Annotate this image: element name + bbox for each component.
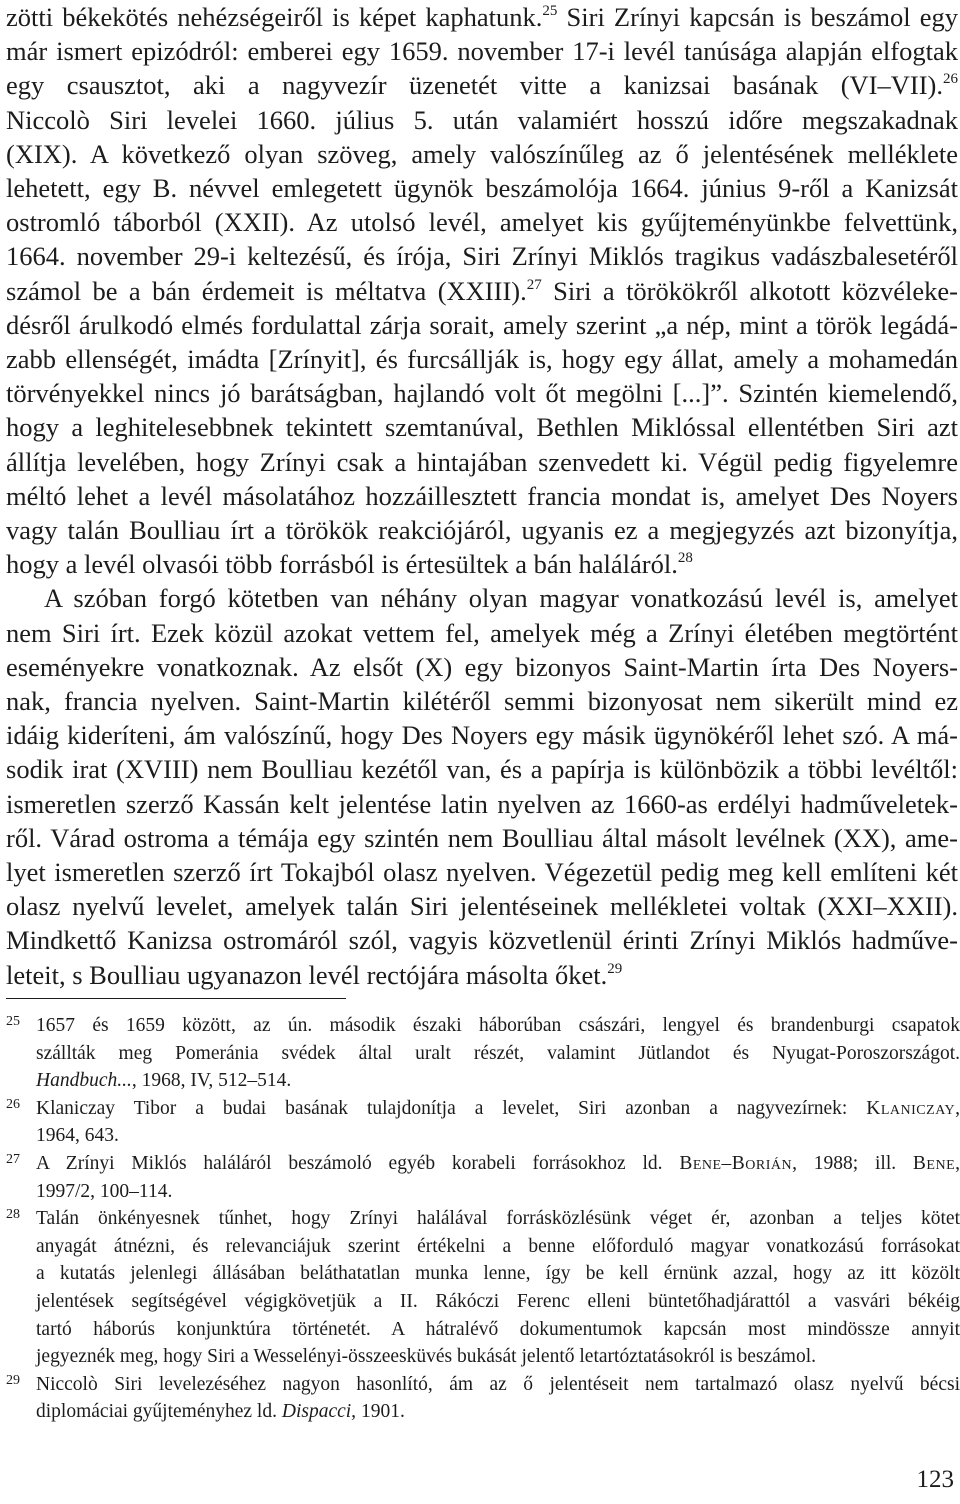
text-line: Mindkettő Kanizsa ostromáról szól, vagyis közvetlenül érinti Zrínyi Miklós hadműve- <box>6 925 958 956</box>
page <box>6 0 960 1493</box>
text-line: zabb ellenségét, imádta [Zrínyit], és furcsállják is, hogy egy állat, amely a mohamedán <box>6 344 958 375</box>
text-line: Niccolò Siri levelei 1660. július 5. után valamiért hosszú időre megszakadnak <box>6 104 958 135</box>
text-line: ostromló táborból (XXII). Az utolsó levél, amelyet kis gyűjteményünkbe felvettünk, <box>6 207 958 238</box>
footnote-ref[interactable]: 28 <box>677 550 693 567</box>
text-line: eseményekre vonatkoznak. Az elsőt (X) egy bizonyos Saint-Martin írta Des Noyers- <box>6 651 958 682</box>
footnote-number: 26 <box>6 1096 20 1112</box>
text-line: (XIX). A következő olyan szöveg, amely valószínűleg az ő jelentésének melléklete <box>6 138 958 169</box>
footnote-line: a kutatás jelenlegi állásában beláthatatlan munka lenne, így be kell érnünk azzal, hogy az itt közölt <box>36 1263 960 1285</box>
footnote <box>6 1371 960 1426</box>
footnote-line: Handbuch..., 1968, IV, 512–514. <box>36 1070 292 1092</box>
footnote-line: Niccolò Siri levelezéséhez nagyon hasonlító, ám az ő jelentéseit nem tartalmazó olasz nyelvű bécsi <box>36 1373 960 1395</box>
footnote-line: szállták meg Pomeránia svédek által uralt részét, valamint Jütlandot és Nyugat-Poroszországot. <box>36 1042 960 1064</box>
footnotes <box>6 1012 960 1426</box>
text-line: 1664. november 29-i keltezésű, és írója, Siri Zrínyi Miklós tragikus vadászbalesetéről <box>6 241 958 272</box>
footnote-line: A Zrínyi Miklós haláláról beszámoló egyéb korabeli forrásokhoz ld. Bene–Borián, 1988; ill. Bene, <box>36 1152 960 1174</box>
text-line: egy csausztot, aki a nagyvezír üzenetét vitte a kanizsai basának (VI–VII).$^{26}$ <box>6 70 958 101</box>
footnote-ref[interactable]: 25 <box>542 3 558 19</box>
body-paragraph-1 <box>6 0 958 581</box>
text-line: vagy talán Boulliau írt a törökök reakciójáról, ugyanis ez a megjegyzés azt bizonyítja, <box>6 515 958 546</box>
footnote-line: jegyeznék meg, hogy Siri a Wesselényi-összeesküvés bukását jelentő letartóztatásokról is beszámol. <box>36 1346 817 1368</box>
text-line: olasz nyelvű levelet, amelyek talán Siri jelentéseinek mellékletei voltak (XXI–XXII). <box>6 891 958 922</box>
footnote-number: 28 <box>6 1207 20 1223</box>
text-line: már ismert epizódról: emberei egy 1659. november 17-i levél tanúsága alapján elfogtak <box>6 36 958 67</box>
text-line: hogy a leghitelesebbnek tekintett szemtanúval, Bethlen Miklóssal ellentétben Siri azt <box>6 412 958 443</box>
text-line: leteit, s Boulliau ugyanazon levél rectójára másolta őket.$^{29}$ <box>6 959 623 990</box>
footnote <box>6 1012 960 1095</box>
footnote-number: 29 <box>6 1372 20 1388</box>
footnote-ref[interactable]: 26 <box>943 71 958 88</box>
text-line: hogy a levél olvasói több forrásból is értesültek a bán haláláról.$^{28}$ <box>6 549 693 580</box>
body-paragraph-2 <box>6 581 958 991</box>
footnote-line: tartó háborús konjunktúra történetét. A hátralévő dokumentumok kapcsán most mindössze annyit <box>36 1318 960 1340</box>
text-line: zötti békekötés nehézségeiről is képet kaphatunk.$^{25}$ Siri Zrínyi kapcsán is beszámol egy <box>6 2 958 32</box>
text-line: désről árulkodó elmés fordulattal zárja sorait, amely szerint „a nép, mint a török legádá- <box>6 309 958 340</box>
text-line: törvényekkel nincs jó barátságban, hajlandó volt őt megölni [...]”. Szintén kiemelendő, <box>6 378 958 409</box>
text-line: nak, francia nyelven. Saint-Martin kilétéről semmi bizonyosat nem sikerült mind ez <box>6 686 958 717</box>
footnote-line: 1657 és 1659 között, az ún. második északi háborúban császári, lengyel és brandenburgi csapatok <box>36 1015 960 1036</box>
text-line: nem Siri írt. Ezek közül azokat vettem fel, amelyek még a Zrínyi életében megtörtént <box>6 617 958 648</box>
footnote-line: jelentések segítségével végigkövetjük a II. Rákóczi Ferenc elleni büntetőhadjárattól a vasvári békéig <box>36 1290 960 1312</box>
footnote-line: Klaniczay Tibor a budai basának tulajdonítja a levelet, Siri azonban a nagyvezírnek: Klaniczay, <box>36 1097 960 1119</box>
page-number: 123 <box>916 1466 954 1493</box>
footnote-number: 27 <box>6 1151 20 1167</box>
text-line: idáig kideríteni, ám valószínű, hogy Des Noyers egy másik ügynökéről lehet szó. A má- <box>6 720 958 751</box>
footnote-line: diplomáciai gyűjteményhez ld. Dispacci, 1901. <box>36 1401 405 1423</box>
text-line: számol be a bán érdemeit is méltatva (XXIII).$^{27}$ Siri a törökökről alkotott közvéleke- <box>6 275 958 306</box>
text-line: lehetett, egy B. névvel emlegetett ügynök beszámolója 1664. június 9-ről a Kanizsát <box>6 173 958 204</box>
footnote <box>6 1205 960 1371</box>
footnote-line: anyagát átnézni, és relevanciájuk szerint értékelni a benne előforduló magyar vonatkozású forrásokat <box>36 1235 960 1257</box>
footnote-line: 1964, 643. <box>36 1125 119 1147</box>
text-line: állítja levelében, hogy Zrínyi csak a hintajában szenvedett ki. Végül pedig figyelemre <box>6 446 958 477</box>
text-line: sodik irat (XVIII) nem Boulliau kezétől van, és a papírja is különbözik a többi levéltől: <box>6 754 958 785</box>
footnote <box>6 1150 960 1205</box>
footnote-line: 1997/2, 100–114. <box>36 1180 173 1202</box>
text-line: méltó lehet a levél másolatához hozzáillesztett francia mondat is, amelyet Des Noyers <box>6 480 958 511</box>
text-line: A szóban forgó kötetben van néhány olyan magyar vonatkozású levél is, amelyet <box>44 583 958 614</box>
text-line: ismeretlen szerző Kassán kelt jelentése latin nyelven az 1660-as erdélyi hadműveletek- <box>6 788 958 819</box>
footnote-line: Talán önkényesnek tűnhet, hogy Zrínyi halálával forrásközlésünk véget ér, azonban a teljes kötet <box>36 1208 960 1230</box>
footnote-ref[interactable]: 27 <box>526 276 542 293</box>
footnote-number: 25 <box>6 1014 20 1029</box>
footnote-ref[interactable]: 29 <box>607 960 623 977</box>
text-line: ről. Várad ostroma a témája egy szintén nem Boulliau által másolt levélnek (XX), ame- <box>6 822 958 853</box>
footnote <box>6 1095 960 1150</box>
text-line: lyet ismeretlen szerző írt Tokajból olasz nyelven. Végezetül pedig meg kell említeni két <box>6 857 958 888</box>
footnote-separator <box>6 998 346 999</box>
